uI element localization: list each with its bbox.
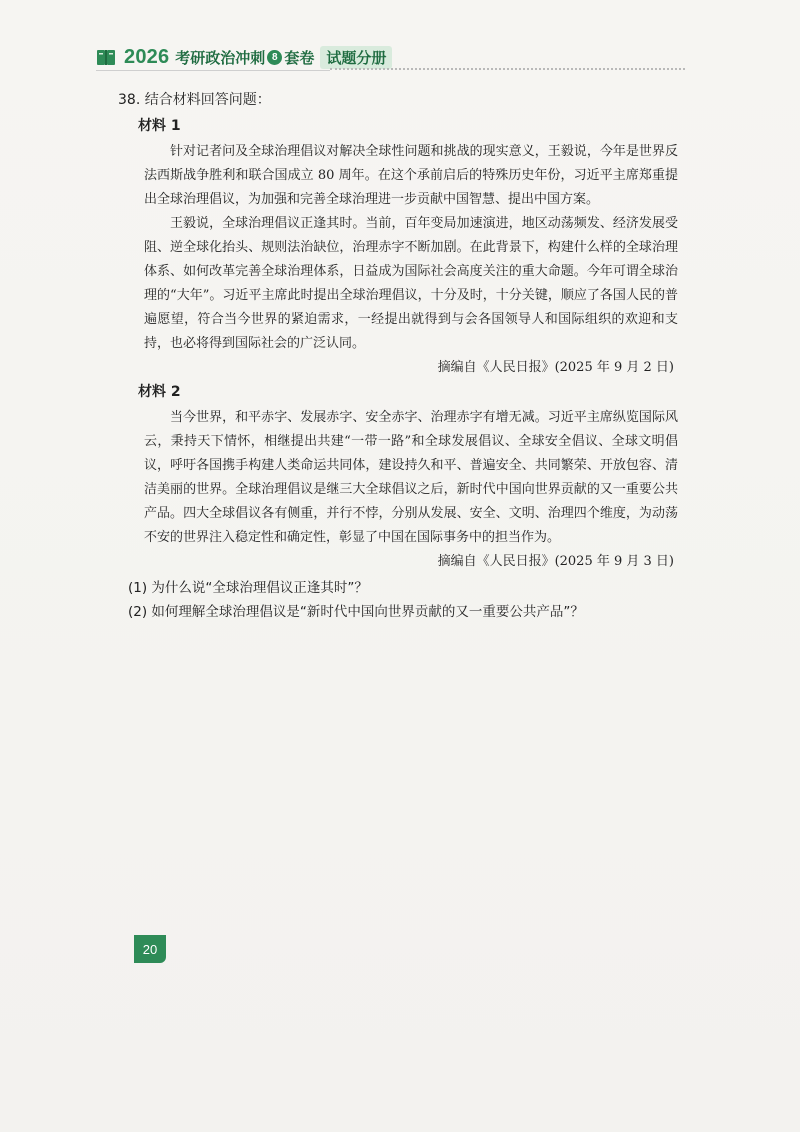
header-divider — [96, 70, 330, 71]
material-source: 摘编自《人民日报》(2025 年 9 月 2 日) — [437, 360, 674, 375]
header-badge: 8 — [267, 50, 282, 65]
header-year: 2026 — [124, 45, 170, 68]
material-paragraph: 王毅说，全球治理倡议正逢其时。当前，百年变局加速演进，地区动荡频发、经济发展受阻、逆全球化抬头、规则法治缺位，治理赤字不断加剧。在此背景下，构建什么样的全球治理体系、如何改革完善全球治理体系，日益成为国际社会高度关注的重大命题。今年可谓全球治理的“大年”。习近平主席此时提出全球治理倡议，十分及时，十分关键，顺应了各国人民的普遍愿望，符合当今世界的紧迫需求，一经提出就得到与会各国领导人和国际组织的欢迎和支持，也必将得到国际社会的广泛认同。 — [144, 216, 678, 351]
running-header — [96, 44, 392, 70]
question-body — [118, 90, 678, 624]
header-title-suffix: 套卷 — [284, 48, 315, 67]
page-number: 20 — [134, 935, 166, 963]
header-title-prefix: 考研政治冲刺 — [175, 48, 266, 67]
sub-question: (2) 如何理解全球治理倡议是“新时代中国向世界贡献的又一重要公共产品”？ — [128, 604, 584, 620]
question-title: 38. 结合材料回答问题： — [118, 92, 271, 108]
material-paragraph: 针对记者问及全球治理倡议对解决全球性问题和挑战的现实意义，王毅说，今年是世界反法西斯战争胜利和联合国成立 80 周年。在这个承前启后的特殊历史年份，习近平主席郑重提出全球治理倡议，为加强和完善全球治理进一步贡献中国智慧、提出中国方案。 — [144, 144, 678, 207]
material-label: 材料 1 — [138, 118, 181, 134]
material-1 — [118, 116, 678, 380]
material-paragraph: 当今世界，和平赤字、发展赤字、安全赤字、治理赤字有增无减。习近平主席纵览国际风云，秉持天下情怀，相继提出共建“一带一路”和全球发展倡议、全球安全倡议、全球文明倡议，呼吁各国携手构建人类命运共同体，建设持久和平、普遍安全、共同繁荣、开放包容、清洁美丽的世界。全球治理倡议是继三大全球倡议之后，新时代中国向世界贡献的又一重要公共产品。四大全球倡议各有侧重，并行不悖，分别从发展、安全、文明、治理四个维度，为动荡不安的世界注入稳定性和确定性，彰显了中国在国际事务中的担当作为。 — [144, 410, 678, 545]
material-label: 材料 2 — [138, 384, 181, 400]
header-title — [175, 47, 314, 68]
header-dotted-rule — [330, 68, 685, 70]
sub-questions — [118, 576, 678, 624]
material-2 — [118, 382, 678, 574]
sub-question: (1) 为什么说“全球治理倡议正逢其时”？ — [128, 580, 368, 596]
book-icon — [96, 47, 116, 67]
header-subtitle: 试题分册 — [320, 46, 392, 69]
material-source: 摘编自《人民日报》(2025 年 9 月 3 日) — [437, 554, 674, 569]
